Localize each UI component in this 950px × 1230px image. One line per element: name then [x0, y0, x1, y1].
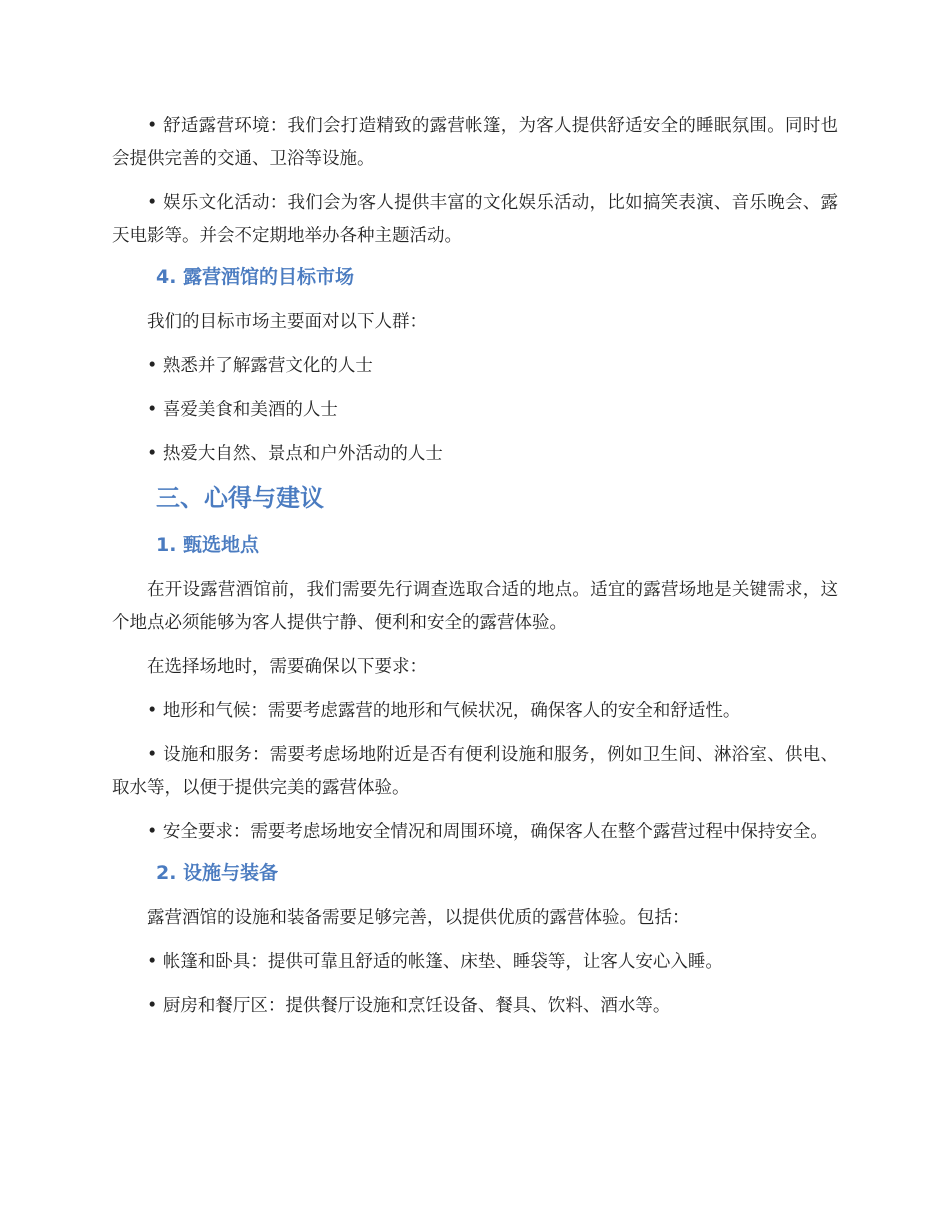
paragraph-comfortable-camping: • 舒适露营环境：我们会打造精致的露营帐篷，为客人提供舒适安全的睡眠氛围。同时也会提供完善的交通、卫浴等设施。	[112, 116, 838, 169]
list-item-facilities-services: • 设施和服务：需要考虑场地附近是否有便利设施和服务，例如卫生间、淋浴室、供电、取水等，以便于提供完美的露营体验。	[112, 745, 838, 798]
list-item-tents-bedding: • 帐篷和卧具：提供可靠且舒适的帐篷、床垫、睡袋等，让客人安心入睡。	[147, 952, 723, 972]
list-item-kitchen-dining: • 厨房和餐厅区：提供餐厅设施和烹饪设备、餐具、饮料、酒水等。	[147, 996, 671, 1016]
heading-select-location: 1. 甄选地点	[156, 534, 260, 556]
section-heading-insights: 三、心得与建议	[156, 484, 324, 512]
heading-facilities-equipment: 2. 设施与装备	[156, 862, 279, 884]
list-item-camping-culture: • 熟悉并了解露营文化的人士	[147, 356, 373, 376]
list-item-nature-outdoor: • 热爱大自然、景点和户外活动的人士	[147, 444, 443, 464]
list-item-food-wine: • 喜爱美食和美酒的人士	[147, 400, 338, 420]
paragraph-site-requirements-intro: 在选择场地时，需要确保以下要求：	[147, 657, 427, 677]
paragraph-location-research: 在开设露营酒馆前，我们需要先行调查选取合适的地点。适宜的露营场地是关键需求，这个地点必须能够为客人提供宁静、便利和安全的露营体验。	[112, 580, 838, 633]
list-item-terrain-climate: • 地形和气候：需要考虑露营的地形和气候状况，确保客人的安全和舒适性。	[147, 701, 741, 721]
paragraph-equipment-intro: 露营酒馆的设施和装备需要足够完善，以提供优质的露营体验。包括：	[147, 908, 690, 928]
paragraph-target-intro: 我们的目标市场主要面对以下人群：	[147, 312, 427, 332]
paragraph-entertainment-activities: • 娱乐文化活动：我们会为客人提供丰富的文化娱乐活动，比如搞笑表演、音乐晚会、露天电影等。并会不定期地举办各种主题活动。	[112, 193, 838, 246]
heading-target-market: 4. 露营酒馆的目标市场	[156, 266, 355, 288]
list-item-safety-requirements: • 安全要求：需要考虑场地安全情况和周围环境，确保客人在整个露营过程中保持安全。	[147, 822, 828, 842]
